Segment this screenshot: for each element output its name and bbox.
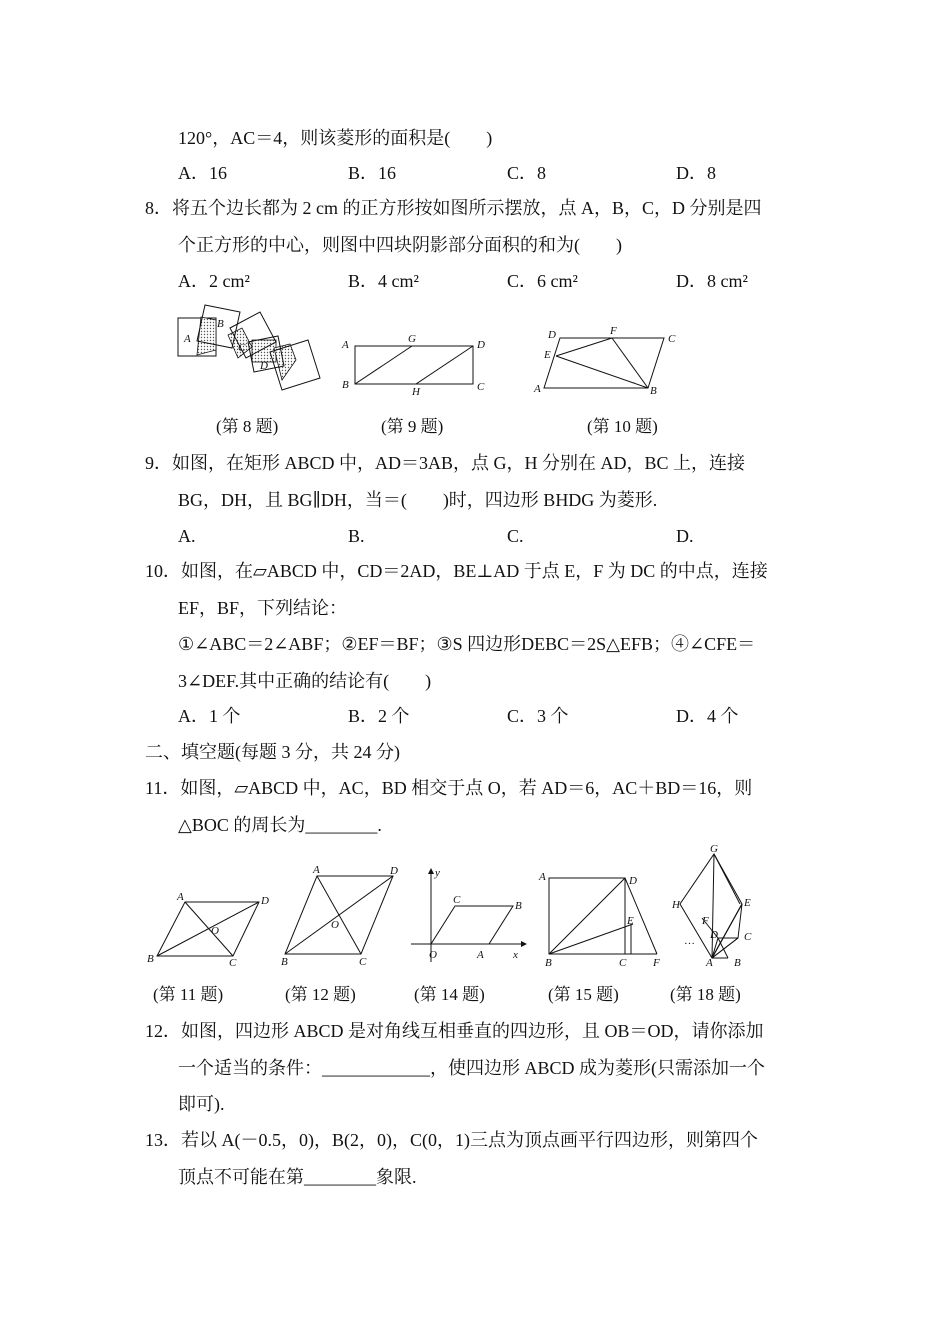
figure-11-parallelogram (143, 888, 273, 968)
q10-stem-line4: 3∠DEF.其中正确的结论有( ) (178, 671, 432, 691)
svg-text:D: D (548, 329, 556, 341)
svg-text:A: A (539, 871, 546, 883)
svg-text:E: E (627, 915, 634, 927)
svg-text:B: B (545, 957, 552, 969)
svg-text:x: x (513, 949, 518, 961)
q10-stem-line3: ①∠ABC＝2∠ABF；②EF＝BF；③S 四边形DEBC＝2S△EFB；④∠CFE＝ (178, 634, 756, 654)
svg-text:C: C (668, 333, 676, 345)
figure-11-caption: (第 11 题) (153, 985, 224, 1004)
q8-stem-line2: 个正方形的中心，则图中四块阴影部分面积的和为( ) (178, 235, 622, 255)
svg-text:F: F (610, 325, 617, 337)
q10-option-b: B．2 个 (348, 706, 410, 726)
q12-stem-line1: 12．如图，四边形 ABCD 是对角线互相垂直的四边形，且 OB＝OD，请你添加 (145, 1021, 764, 1041)
q7-option-b: B．16 (348, 163, 397, 183)
svg-text:B: B (147, 953, 154, 965)
figure-12-quadrilateral (275, 862, 410, 972)
svg-text:B: B (515, 900, 522, 912)
q9-stem-line1: 9．如图，在矩形 ABCD 中，AD＝3AB，点 G，H 分别在 AD，BC 上，连接 (145, 453, 746, 473)
q8-option-a: A．2 cm² (178, 271, 250, 291)
svg-text:C: C (619, 957, 627, 969)
q12-stem-line2: 一个适当的条件：____________，使四边形 ABCD 成为菱形(只需添加一个 (178, 1058, 766, 1078)
svg-text:G: G (710, 843, 718, 855)
figure-8-caption: (第 8 题) (216, 417, 279, 436)
svg-text:B: B (650, 385, 657, 397)
svg-text:B: B (342, 379, 349, 391)
figure-15-caption: (第 15 题) (548, 985, 619, 1004)
q9-option-c: C. (507, 526, 524, 546)
figure-9-caption: (第 9 题) (381, 417, 444, 436)
svg-text:H: H (412, 386, 420, 398)
svg-text:C: C (744, 931, 752, 943)
svg-text:O: O (331, 919, 339, 931)
svg-text:D: D (629, 875, 637, 887)
svg-text:E: E (544, 349, 551, 361)
q11-stem-line2: △BOC 的周长为________. (178, 815, 382, 835)
svg-text:A: A (177, 891, 184, 903)
q10-option-a: A．1 个 (178, 706, 241, 726)
svg-text:D: D (390, 865, 398, 877)
svg-text:D: D (260, 360, 268, 372)
q13-stem-line1: 13．若以 A(－0.5，0)，B(2，0)，C(0，1)三点为顶点画平行四边形，则第四个 (145, 1130, 758, 1150)
svg-text:O: O (211, 925, 219, 937)
q8-option-d: D．8 cm² (676, 271, 748, 291)
q9-option-d: D. (676, 526, 694, 546)
svg-text:C: C (229, 957, 237, 969)
svg-text:D: D (710, 929, 718, 941)
q12-stem-line3: 即可). (178, 1094, 225, 1114)
figure-18-caption: (第 18 题) (670, 985, 741, 1004)
svg-text:C: C (477, 381, 485, 393)
q7-option-c: C．8 (507, 163, 547, 183)
figure-14-coordinate-plane (405, 866, 530, 966)
q10-stem-line2: EF，BF，下列结论： (178, 598, 348, 618)
svg-text:B: B (217, 318, 224, 330)
q7-option-d: D．8 (676, 163, 716, 183)
figure-15-square (535, 866, 670, 971)
figure-14-caption: (第 14 题) (414, 985, 485, 1004)
svg-text:C: C (453, 894, 461, 906)
q7-option-a: A．16 (178, 163, 227, 183)
q7-stem-cont: 120°，AC＝4，则该菱形的面积是( ) (178, 128, 493, 148)
q8-option-b: B．4 cm² (348, 271, 419, 291)
svg-text:D: D (261, 895, 269, 907)
q10-stem-line1: 10．如图，在▱ABCD 中，CD＝2AD，BE⊥AD 于点 E，F 为 DC 的中点，连接 (145, 561, 768, 581)
svg-text:G: G (408, 333, 416, 345)
section-2-title: 二、填空题(每题 3 分，共 24 分) (145, 742, 400, 762)
svg-text:E: E (744, 897, 751, 909)
q10-option-c: C．3 个 (507, 706, 569, 726)
svg-text:A: A (342, 339, 349, 351)
svg-text:O: O (429, 949, 437, 961)
figure-10-parallelogram (530, 322, 690, 397)
figure-8-squares (170, 300, 335, 400)
svg-text:A: A (706, 957, 713, 969)
figure-12-caption: (第 12 题) (285, 985, 356, 1004)
svg-text:A: A (313, 864, 320, 876)
q11-stem-line1: 11．如图，▱ABCD 中，AC，BD 相交于点 O，若 AD＝6，AC＋BD＝16，则 (145, 778, 753, 798)
figure-9-rectangle (340, 330, 490, 400)
q8-stem-line1: 8．将五个边长都为 2 cm 的正方形按如图所示摆放，点 A，B，C，D 分别是四 (145, 198, 762, 218)
svg-text:B: B (281, 956, 288, 968)
svg-text:D: D (477, 339, 485, 351)
svg-text:H: H (672, 899, 680, 911)
svg-text:A: A (534, 383, 541, 395)
q9-option-b: B. (348, 526, 365, 546)
svg-text:C: C (359, 956, 367, 968)
svg-text:A: A (184, 333, 191, 345)
q9-option-a: A. (178, 526, 196, 546)
svg-text:F: F (702, 915, 709, 927)
svg-text:A: A (477, 949, 484, 961)
figure-18-triangles (672, 842, 767, 967)
svg-text:y: y (435, 867, 440, 879)
q13-stem-line2: 顶点不可能在第________象限. (178, 1167, 417, 1187)
q9-stem-line2: BG，DH，且 BG∥DH，当＝( )时，四边形 BHDG 为菱形. (178, 490, 658, 510)
q8-option-c: C．6 cm² (507, 271, 578, 291)
svg-text:B: B (734, 957, 741, 969)
svg-text:C: C (238, 342, 246, 354)
svg-text:F: F (653, 957, 660, 969)
figure-10-caption: (第 10 题) (587, 417, 658, 436)
q10-option-d: D．4 个 (676, 706, 739, 726)
svg-text:…: … (684, 935, 695, 947)
